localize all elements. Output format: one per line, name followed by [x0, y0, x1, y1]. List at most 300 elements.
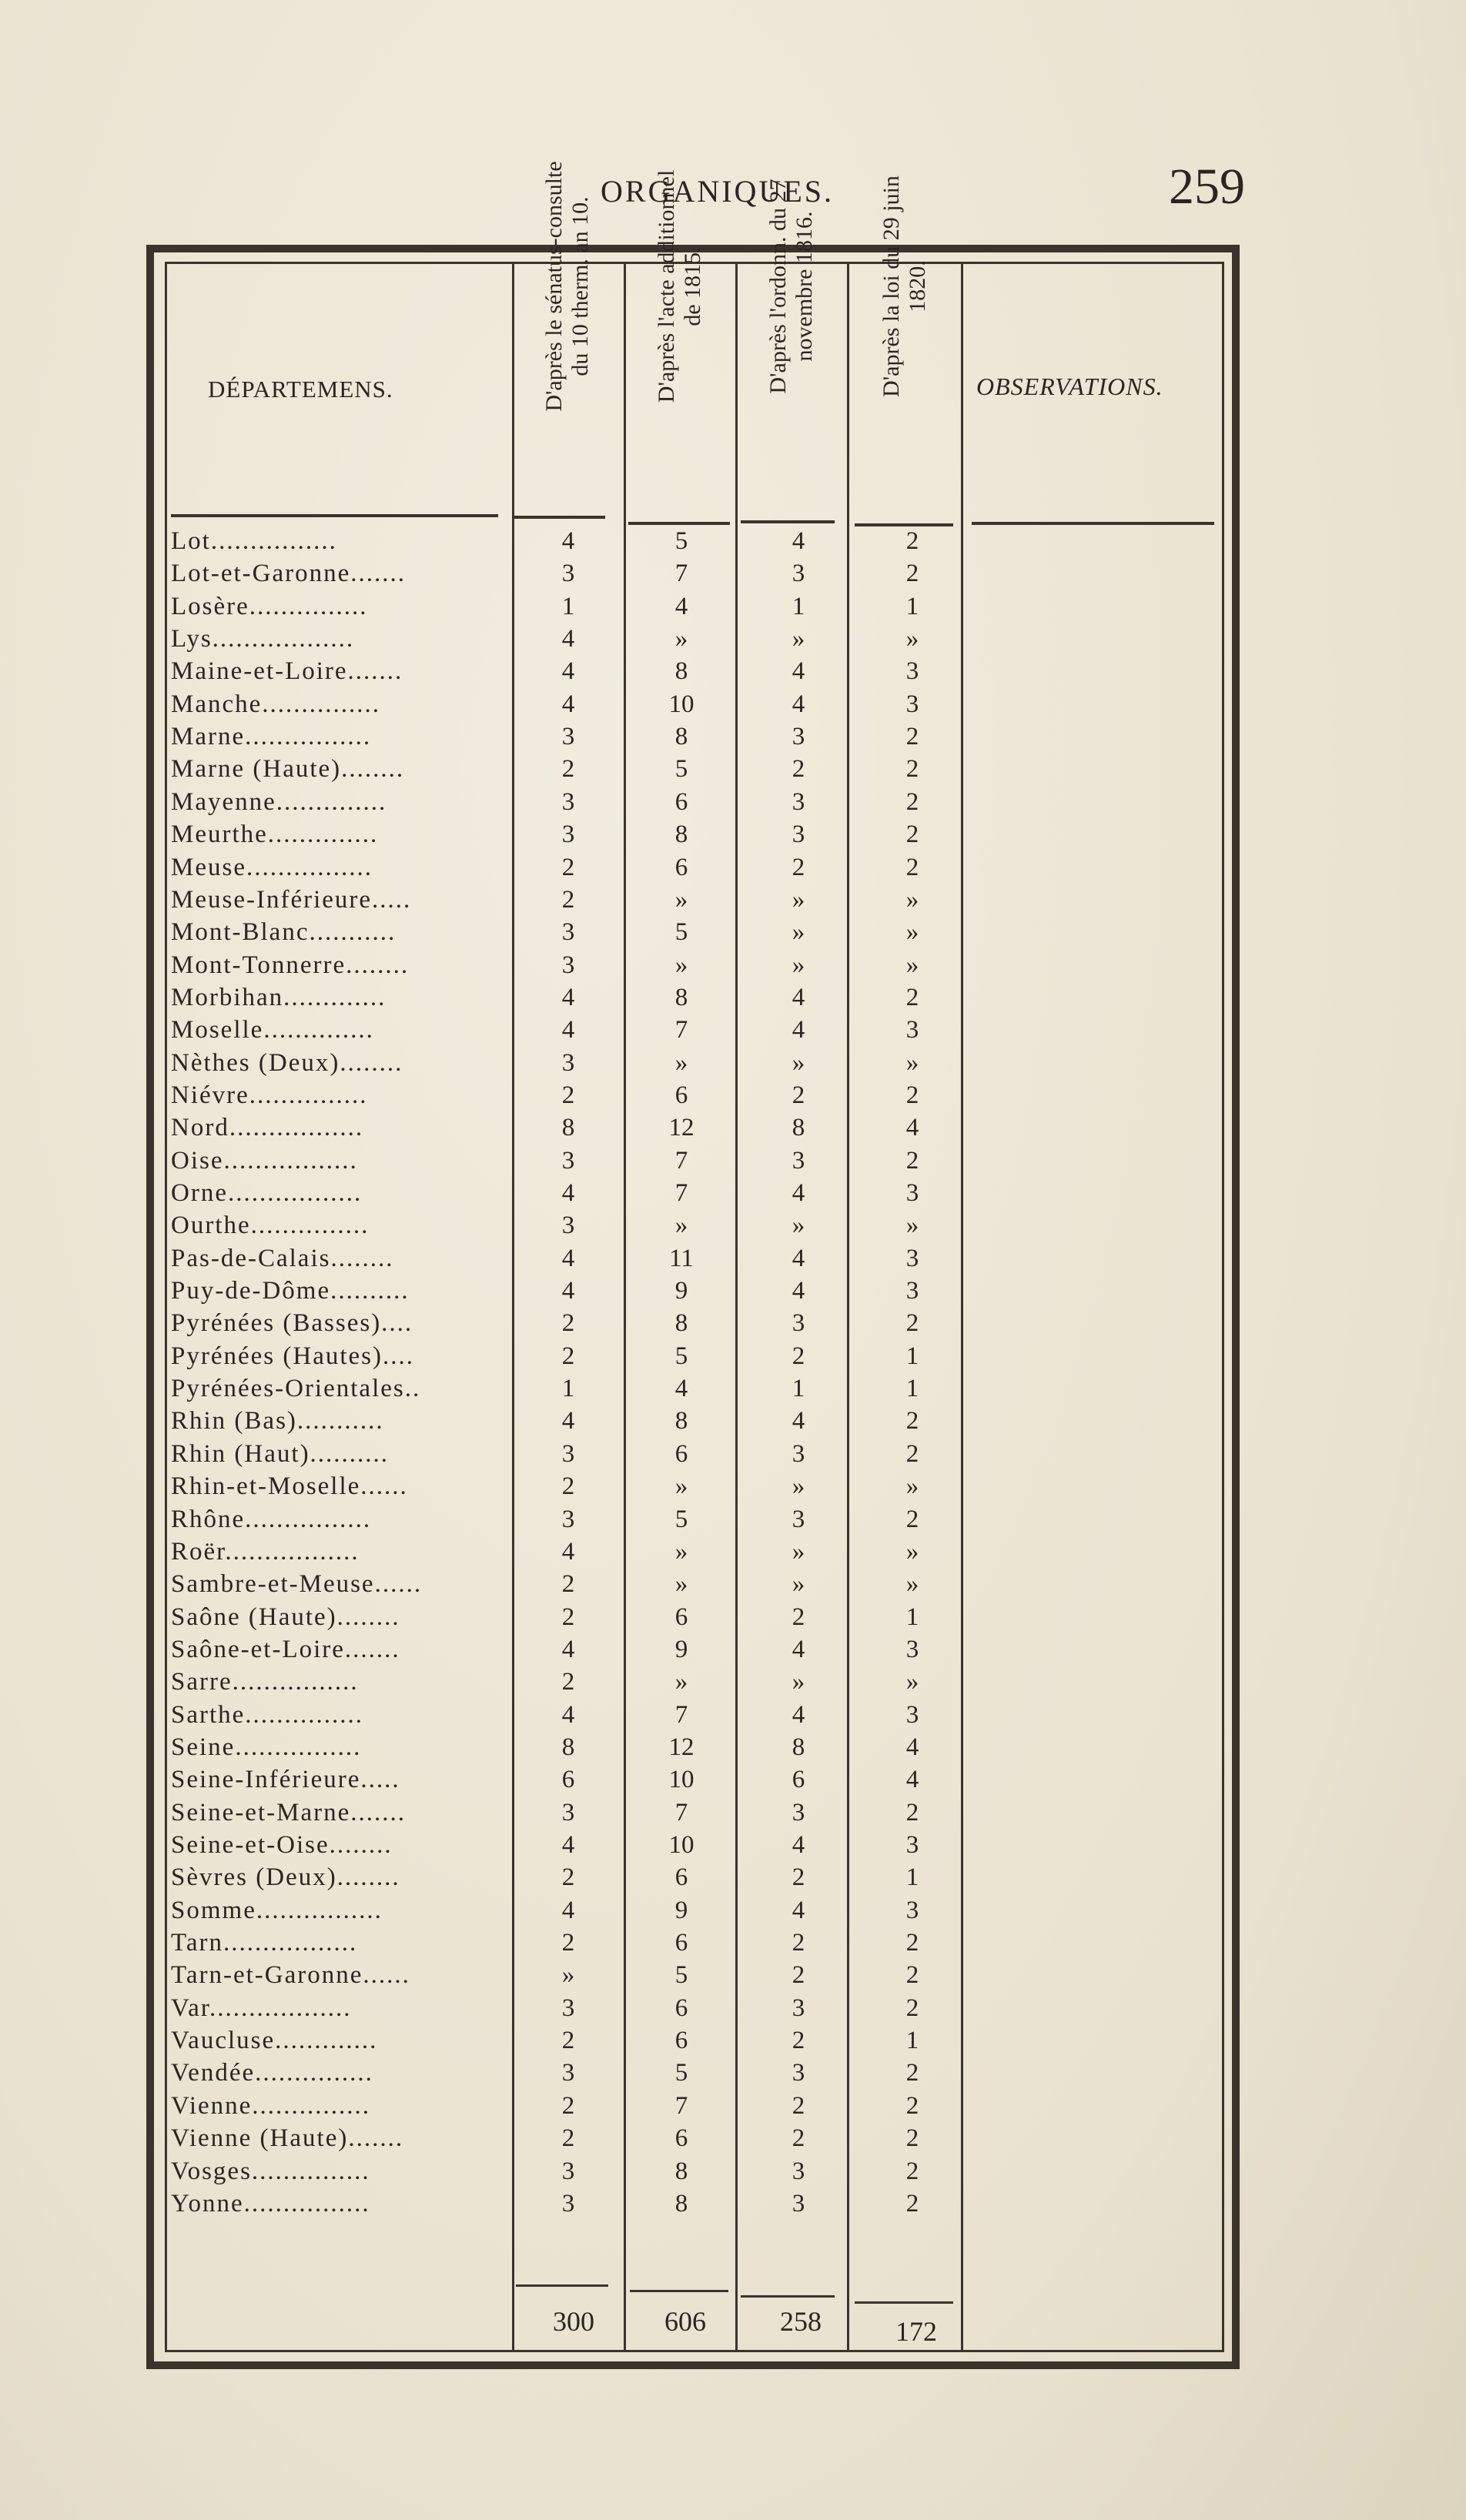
deputy-count-3: 3 — [792, 1994, 805, 2022]
departement-name: Rhin (Haut).......... — [171, 1439, 390, 1468]
deputy-count-4: » — [905, 625, 919, 653]
deputy-count-3: 3 — [792, 2157, 805, 2185]
deputy-count-3: » — [792, 1537, 805, 1566]
deputy-count-1: 8 — [561, 1733, 575, 1761]
table-row — [0, 593, 1466, 625]
deputy-count-3: 3 — [792, 723, 805, 751]
departement-name: Sèvres (Deux)........ — [171, 1863, 400, 1892]
departement-name: Ourthe............... — [171, 1212, 370, 1240]
deputy-count-3: 4 — [792, 1831, 805, 1859]
deputy-count-2: 4 — [674, 1375, 688, 1403]
total-acte-additionnel: 606 — [664, 2306, 706, 2337]
deputy-count-4: 2 — [905, 1081, 919, 1109]
table-row — [0, 821, 1466, 853]
deputy-count-3: 3 — [792, 560, 805, 588]
departement-name: Seine................ — [171, 1733, 362, 1761]
deputy-count-2: 5 — [674, 755, 688, 784]
deputy-count-2: 7 — [674, 560, 688, 588]
deputy-count-1: 3 — [561, 2157, 575, 2185]
table-row — [0, 1309, 1466, 1342]
deputy-count-4: » — [905, 885, 919, 914]
departement-name: Seine-Inférieure..... — [171, 1766, 400, 1794]
deputy-count-4: 2 — [905, 1309, 919, 1338]
deputy-count-2: 9 — [674, 1635, 688, 1663]
deputy-count-4: » — [905, 1048, 919, 1077]
departement-name: Nord................. — [171, 1114, 364, 1142]
table-row — [0, 1733, 1466, 1766]
deputy-count-2: » — [674, 885, 688, 914]
departement-name: Sarthe............... — [171, 1700, 364, 1729]
deputy-count-3: 4 — [792, 1179, 805, 1207]
deputy-count-1: 3 — [561, 1146, 575, 1175]
deputy-count-1: 3 — [561, 1439, 575, 1468]
table-row — [0, 788, 1466, 821]
deputy-count-2: » — [674, 1048, 688, 1077]
deputy-count-4: 3 — [905, 1896, 919, 1924]
deputy-count-3: 2 — [792, 1603, 805, 1631]
departement-name: Saône (Haute)........ — [171, 1603, 400, 1631]
deputy-count-4: 2 — [905, 1439, 919, 1468]
table-row — [0, 854, 1466, 886]
deputy-count-2: 10 — [668, 1831, 695, 1859]
deputy-count-4: 2 — [905, 527, 919, 555]
deputy-count-4: 3 — [905, 690, 919, 718]
deputy-count-1: 3 — [561, 918, 575, 947]
deputy-count-4: 1 — [905, 1342, 919, 1370]
departement-name: Yonne................ — [171, 2189, 370, 2218]
deputy-count-3: » — [792, 885, 805, 914]
table-row — [0, 2190, 1466, 2222]
deputy-count-3: 4 — [792, 1277, 805, 1305]
deputy-count-1: 2 — [561, 755, 575, 784]
deputy-count-3: 4 — [792, 1407, 805, 1435]
total-senatus-consulte: 300 — [553, 2306, 594, 2337]
deputy-count-1: 3 — [561, 1798, 575, 1826]
departement-name: Rhin-et-Moselle...... — [171, 1472, 408, 1501]
deputy-count-1: 2 — [561, 1929, 575, 1957]
deputy-count-3: 4 — [792, 657, 805, 686]
header-rule — [741, 520, 835, 523]
departement-name: Saône-et-Loire....... — [171, 1635, 400, 1663]
deputy-count-4: 2 — [905, 2189, 919, 2218]
deputy-count-1: 2 — [561, 853, 575, 881]
table-row — [0, 1016, 1466, 1048]
departement-name: Rhin (Bas)........... — [171, 1407, 384, 1435]
table-row — [0, 625, 1466, 657]
deputy-count-4: » — [905, 1668, 919, 1696]
deputy-count-3: » — [792, 1048, 805, 1077]
deputy-count-2: 10 — [668, 1766, 695, 1794]
departement-name: Var.................. — [171, 1994, 352, 2022]
deputy-count-2: 5 — [674, 1342, 688, 1370]
departement-name: Marne (Haute)........ — [171, 755, 405, 784]
departement-name: Rhône................ — [171, 1505, 372, 1533]
deputy-count-4: 3 — [905, 657, 919, 686]
deputy-count-3: » — [792, 1472, 805, 1501]
deputy-count-1: 3 — [561, 2189, 575, 2218]
deputy-count-3: 3 — [792, 2189, 805, 2218]
deputy-count-1: 8 — [561, 1114, 575, 1142]
deputy-count-4: 2 — [905, 853, 919, 881]
deputy-count-3: » — [792, 1668, 805, 1696]
departement-name: Seine-et-Marne....... — [171, 1798, 406, 1826]
departement-name: Meuse................ — [171, 853, 373, 881]
deputy-count-2: 9 — [674, 1277, 688, 1305]
deputy-count-3: » — [792, 625, 805, 653]
deputy-count-2: 7 — [674, 1179, 688, 1207]
deputy-count-2: » — [674, 1570, 688, 1599]
table-row — [0, 1506, 1466, 1538]
deputy-count-3: 1 — [792, 1375, 805, 1403]
departement-name: Mayenne.............. — [171, 787, 387, 816]
table-row — [0, 1472, 1466, 1505]
deputy-count-3: 2 — [792, 2124, 805, 2153]
deputy-count-2: » — [674, 1537, 688, 1566]
deputy-count-4: 2 — [905, 1407, 919, 1435]
deputy-count-4: 3 — [905, 1635, 919, 1663]
table-row — [0, 1049, 1466, 1081]
table-row — [0, 1277, 1466, 1309]
departement-name: Niévre............... — [171, 1081, 368, 1109]
deputy-count-3: » — [792, 918, 805, 947]
departement-name: Pyrénées-Orientales.. — [171, 1375, 421, 1403]
deputy-count-3: 2 — [792, 853, 805, 881]
deputy-count-3: 2 — [792, 1929, 805, 1957]
deputy-count-4: 2 — [905, 2157, 919, 2185]
header-rule — [171, 514, 498, 517]
deputy-count-3: 3 — [792, 1439, 805, 1468]
departement-name: Tarn-et-Garonne...... — [171, 1961, 410, 1990]
deputy-count-4: 2 — [905, 755, 919, 784]
total-ordonnance-1816: 258 — [780, 2306, 822, 2337]
table-row — [0, 1538, 1466, 1570]
deputy-count-3: 6 — [792, 1766, 805, 1794]
header-rule — [855, 523, 953, 526]
deputy-count-2: 4 — [674, 592, 688, 620]
deputy-count-4: 2 — [905, 1798, 919, 1826]
deputy-count-2: 12 — [668, 1114, 695, 1142]
deputy-count-4: 1 — [905, 1375, 919, 1403]
header-rule — [514, 516, 605, 519]
deputy-count-4: 3 — [905, 1179, 919, 1207]
deputy-count-2: 7 — [674, 1016, 688, 1044]
deputy-count-1: 4 — [561, 1700, 575, 1729]
running-head: ORGANIQUES. — [601, 174, 834, 209]
deputy-count-1: 2 — [561, 1342, 575, 1370]
deputy-count-1: 4 — [561, 527, 575, 555]
deputy-count-1: 3 — [561, 1994, 575, 2022]
deputy-count-4: » — [905, 951, 919, 979]
deputy-count-1: 3 — [561, 951, 575, 979]
deputy-count-1: 2 — [561, 1081, 575, 1109]
deputy-count-1: » — [561, 1961, 575, 1990]
deputy-count-2: 5 — [674, 918, 688, 947]
table-row — [0, 1440, 1466, 1472]
deputy-count-1: 4 — [561, 1831, 575, 1859]
deputy-count-1: 4 — [561, 983, 575, 1011]
deputy-count-4: 2 — [905, 1505, 919, 1533]
deputy-count-3: 2 — [792, 755, 805, 784]
deputy-count-4: 1 — [905, 1603, 919, 1631]
deputy-count-1: 3 — [561, 1212, 575, 1240]
deputy-count-4: 2 — [905, 2059, 919, 2087]
table-row — [0, 1994, 1466, 2027]
deputy-count-2: 8 — [674, 2189, 688, 2218]
table-row — [0, 1114, 1466, 1146]
deputy-count-3: 3 — [792, 2059, 805, 2087]
deputy-count-3: » — [792, 1212, 805, 1240]
deputy-count-2: 9 — [674, 1896, 688, 1924]
column-header-observations: OBSERVATIONS. — [976, 373, 1163, 400]
deputy-count-1: 3 — [561, 2059, 575, 2087]
deputy-count-4: » — [905, 918, 919, 947]
table-row — [0, 1961, 1466, 1994]
departement-name: Oise................. — [171, 1146, 358, 1175]
deputy-count-3: » — [792, 1570, 805, 1599]
departement-name: Pyrénées (Basses).... — [171, 1309, 413, 1338]
departement-name: Maine-et-Loire....... — [171, 657, 403, 686]
departement-name: Vendée............... — [171, 2059, 373, 2087]
deputy-count-3: 4 — [792, 1016, 805, 1044]
departement-name: Sambre-et-Meuse...... — [171, 1570, 423, 1599]
deputy-count-4: 2 — [905, 1961, 919, 1990]
deputy-count-1: 3 — [561, 821, 575, 849]
deputy-count-1: 4 — [561, 1179, 575, 1207]
deputy-count-3: 3 — [792, 1505, 805, 1533]
departement-name: Lot-et-Garonne....... — [171, 560, 406, 588]
deputy-count-4: 2 — [905, 983, 919, 1011]
table-row — [0, 951, 1466, 984]
table-row — [0, 1375, 1466, 1407]
deputy-count-1: 4 — [561, 1016, 575, 1044]
departement-name: Morbihan............. — [171, 983, 387, 1011]
deputy-count-4: 1 — [905, 592, 919, 620]
table-row — [0, 1407, 1466, 1439]
departement-name: Roër................. — [171, 1537, 360, 1566]
deputy-count-4: 3 — [905, 1277, 919, 1305]
total-rule — [741, 2295, 835, 2298]
table-row — [0, 1212, 1466, 1244]
deputy-count-4: 1 — [905, 2027, 919, 2055]
table-row — [0, 1245, 1466, 1277]
table-row — [0, 1081, 1466, 1114]
page-number: 259 — [1169, 159, 1245, 215]
deputy-count-1: 4 — [561, 1635, 575, 1663]
deputy-count-3: 4 — [792, 1635, 805, 1663]
deputy-count-3: 4 — [792, 690, 805, 718]
deputy-count-1: 2 — [561, 885, 575, 914]
deputy-count-3: 2 — [792, 1342, 805, 1370]
deputy-count-1: 2 — [561, 1603, 575, 1631]
deputy-count-3: 2 — [792, 1961, 805, 1990]
deputy-count-3: 3 — [792, 1798, 805, 1826]
departement-name: Vosges............... — [171, 2157, 370, 2185]
deputy-count-1: 3 — [561, 1048, 575, 1077]
departement-name: Meurthe.............. — [171, 821, 379, 849]
deputy-count-1: 1 — [561, 592, 575, 620]
deputy-count-2: 6 — [674, 1603, 688, 1631]
deputy-count-2: 5 — [674, 1961, 688, 1990]
deputy-count-3: 8 — [792, 1733, 805, 1761]
deputy-count-1: 4 — [561, 1537, 575, 1566]
deputy-count-2: 12 — [668, 1733, 695, 1761]
header-rule — [628, 522, 730, 525]
deputy-count-1: 4 — [561, 690, 575, 718]
deputy-count-4: 2 — [905, 821, 919, 849]
column-header-loi-1820: D'après la loi du 29 juin 1820. — [879, 175, 930, 397]
table-row — [0, 1863, 1466, 1896]
deputy-count-2: 6 — [674, 853, 688, 881]
departement-name: Sarre................ — [171, 1668, 359, 1696]
table-row — [0, 1570, 1466, 1603]
deputy-count-4: 2 — [905, 1146, 919, 1175]
deputy-count-2: » — [674, 951, 688, 979]
table-row — [0, 1147, 1466, 1179]
deputy-count-1: 2 — [561, 2124, 575, 2153]
deputy-count-2: 8 — [674, 821, 688, 849]
departement-name: Manche............... — [171, 690, 381, 718]
deputy-count-3: 3 — [792, 1146, 805, 1175]
table-row — [0, 2157, 1466, 2190]
deputy-count-2: 6 — [674, 2124, 688, 2153]
deputy-count-1: 4 — [561, 1896, 575, 1924]
deputy-count-3: 3 — [792, 1309, 805, 1338]
column-header-departement: DÉPARTEMENS. — [208, 376, 393, 403]
table-row — [0, 1799, 1466, 1831]
deputy-count-1: 4 — [561, 657, 575, 686]
deputy-count-2: 11 — [669, 1244, 694, 1272]
deputy-count-2: 5 — [674, 527, 688, 555]
deputy-count-2: 8 — [674, 1309, 688, 1338]
table-row — [0, 2059, 1466, 2091]
table-row — [0, 2092, 1466, 2124]
total-rule — [630, 2290, 728, 2292]
table-row — [0, 1831, 1466, 1863]
table-row — [0, 918, 1466, 951]
deputy-count-4: 4 — [905, 1766, 919, 1794]
table-row — [0, 2124, 1466, 2157]
deputy-count-4: 4 — [905, 1733, 919, 1761]
deputy-count-1: 2 — [561, 1668, 575, 1696]
column-header-ordonnance-1816: D'après l'ordonn. du 27 novembre 1816. — [765, 179, 817, 394]
departement-name: Meuse-Inférieure..... — [171, 885, 412, 914]
deputy-count-1: 3 — [561, 787, 575, 816]
total-rule — [516, 2284, 608, 2287]
deputy-count-1: 2 — [561, 2027, 575, 2055]
table-row — [0, 1342, 1466, 1375]
departement-name: Somme................ — [171, 1896, 383, 1924]
departement-name: Nèthes (Deux)........ — [171, 1048, 403, 1077]
departement-name: Vaucluse............. — [171, 2027, 378, 2055]
deputy-count-4: » — [905, 1537, 919, 1566]
departement-name: Vienne (Haute)....... — [171, 2124, 404, 2153]
deputy-count-2: » — [674, 625, 688, 653]
deputy-count-2: 7 — [674, 1798, 688, 1826]
departement-name: Moselle.............. — [171, 1016, 374, 1044]
deputy-count-4: 2 — [905, 1994, 919, 2022]
departement-name: Lot................ — [171, 527, 337, 555]
deputy-count-1: 3 — [561, 723, 575, 751]
header-rule — [972, 522, 1214, 525]
deputy-count-2: 6 — [674, 1994, 688, 2022]
deputy-count-1: 2 — [561, 1863, 575, 1892]
deputy-count-3: 1 — [792, 592, 805, 620]
table-row — [0, 1668, 1466, 1700]
deputy-count-2: » — [674, 1472, 688, 1501]
table-row — [0, 1636, 1466, 1668]
deputy-count-2: 6 — [674, 1081, 688, 1109]
deputy-count-4: » — [905, 1212, 919, 1240]
column-header-senatus-consulte: D'après le sénatus-consulte du 10 therm. an 10. — [541, 161, 593, 412]
deputy-count-1: 4 — [561, 1407, 575, 1435]
departement-name: Orne................. — [171, 1179, 363, 1207]
deputy-count-3: 4 — [792, 983, 805, 1011]
deputy-count-4: 2 — [905, 787, 919, 816]
table-row — [0, 1603, 1466, 1636]
deputy-count-2: 8 — [674, 2157, 688, 2185]
departement-name: Pyrénées (Hautes).... — [171, 1342, 414, 1370]
deputy-count-3: 2 — [792, 1863, 805, 1892]
table-row — [0, 527, 1466, 560]
departement-name: Seine-et-Oise........ — [171, 1831, 393, 1859]
table-row — [0, 723, 1466, 755]
table-row — [0, 1701, 1466, 1733]
table-row — [0, 1766, 1466, 1798]
deputy-count-2: » — [674, 1212, 688, 1240]
deputy-count-3: 8 — [792, 1114, 805, 1142]
total-loi-1820: 172 — [895, 2316, 937, 2347]
deputy-count-1: 2 — [561, 1472, 575, 1501]
departement-name: Losère............... — [171, 592, 368, 620]
deputy-count-1: 4 — [561, 625, 575, 653]
table-row — [0, 1897, 1466, 1929]
deputy-count-4: 3 — [905, 1244, 919, 1272]
departement-name: Mont-Blanc........... — [171, 918, 397, 947]
deputy-count-4: 3 — [905, 1831, 919, 1859]
departement-name: Marne................ — [171, 723, 372, 751]
table-row — [0, 657, 1466, 690]
deputy-count-2: 8 — [674, 657, 688, 686]
deputy-count-2: 7 — [674, 2091, 688, 2120]
deputy-count-1: 2 — [561, 1309, 575, 1338]
deputy-count-4: » — [905, 1570, 919, 1599]
table-row — [0, 886, 1466, 918]
deputy-count-3: 4 — [792, 1896, 805, 1924]
deputy-count-2: 6 — [674, 787, 688, 816]
deputy-count-3: 2 — [792, 2091, 805, 2120]
deputy-count-2: 6 — [674, 1439, 688, 1468]
departement-name: Vienne............... — [171, 2091, 371, 2120]
departement-name: Puy-de-Dôme.......... — [171, 1277, 410, 1305]
deputy-count-1: 3 — [561, 560, 575, 588]
deputy-count-1: 1 — [561, 1375, 575, 1403]
deputy-count-2: 7 — [674, 1700, 688, 1729]
deputy-count-4: 2 — [905, 723, 919, 751]
deputy-count-2: 8 — [674, 1407, 688, 1435]
deputy-count-3: 4 — [792, 1244, 805, 1272]
deputy-count-2: 5 — [674, 1505, 688, 1533]
deputy-count-2: 5 — [674, 2059, 688, 2087]
table-row — [0, 560, 1466, 592]
departement-name: Pas-de-Calais........ — [171, 1244, 394, 1272]
deputy-count-2: 6 — [674, 2027, 688, 2055]
deputy-count-3: 3 — [792, 821, 805, 849]
departement-name: Mont-Tonnerre........ — [171, 951, 410, 979]
deputy-count-2: 8 — [674, 983, 688, 1011]
deputy-count-2: » — [674, 1668, 688, 1696]
deputy-count-4: 2 — [905, 2124, 919, 2153]
deputy-count-1: 2 — [561, 1570, 575, 1599]
